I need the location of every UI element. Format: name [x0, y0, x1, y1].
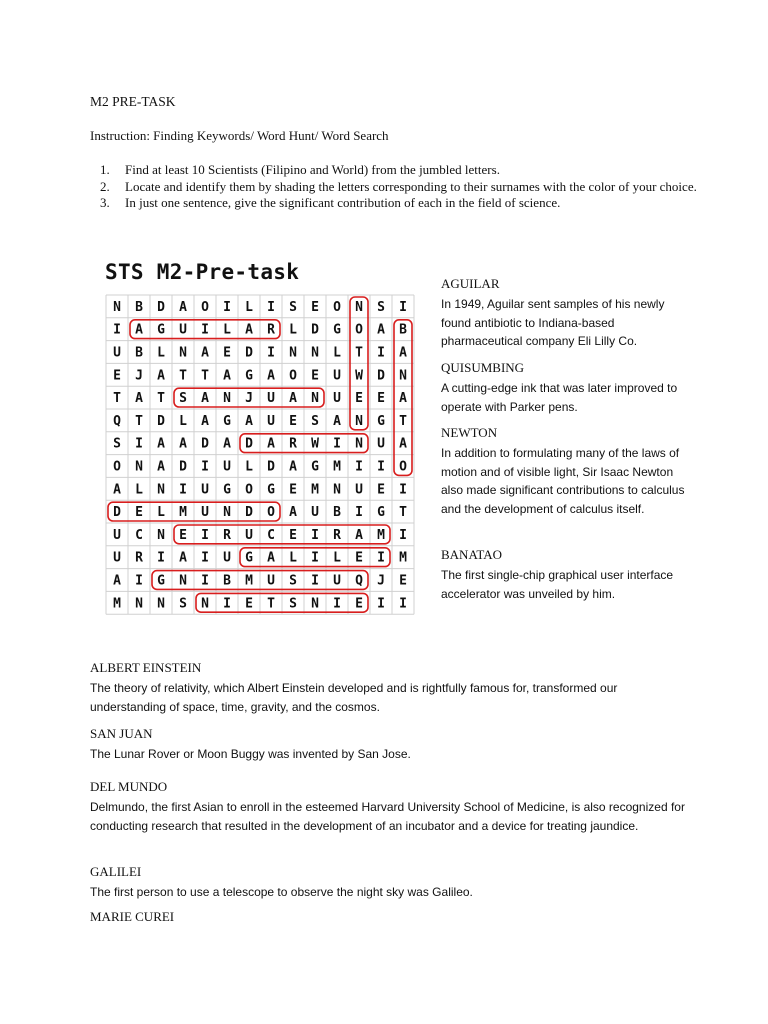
- grid-letter: I: [113, 322, 121, 338]
- grid-letter: D: [377, 368, 385, 384]
- grid-letter: R: [135, 550, 143, 566]
- grid-letter: U: [333, 368, 341, 384]
- grid-letter: Q: [113, 413, 121, 429]
- grid-letter: A: [201, 413, 209, 429]
- entry-heading: MARIE CUREI: [90, 909, 175, 924]
- puzzle-title: STS M2-Pre-task: [105, 260, 300, 284]
- grid-letter: A: [157, 368, 165, 384]
- grid-letter: G: [245, 550, 253, 566]
- grid-letter: S: [179, 596, 187, 612]
- grid-letter: U: [201, 505, 209, 521]
- grid-letter: O: [267, 505, 275, 521]
- entry-galilei: [90, 864, 690, 902]
- grid-letter: L: [157, 345, 165, 361]
- entry-san-juan: [90, 726, 690, 764]
- grid-letter: G: [333, 322, 341, 338]
- grid-letter: T: [201, 368, 209, 384]
- grid-letter: D: [113, 505, 121, 521]
- entry-heading: NEWTON: [441, 425, 498, 440]
- grid-letter: L: [289, 322, 297, 338]
- grid-letter: D: [179, 459, 187, 475]
- grid-letter: A: [179, 436, 187, 452]
- grid-letter: O: [355, 322, 363, 338]
- grid-letter: U: [113, 550, 121, 566]
- grid-letter: E: [289, 482, 297, 498]
- grid-letter: I: [355, 459, 363, 475]
- grid-letter: A: [201, 345, 209, 361]
- grid-letter: B: [333, 505, 341, 521]
- grid-letter: E: [289, 413, 297, 429]
- instruction-steps: [90, 162, 700, 212]
- grid-letter: N: [311, 596, 319, 612]
- grid-letter: E: [377, 391, 385, 407]
- grid-letter: E: [377, 482, 385, 498]
- grid-letter: A: [135, 391, 143, 407]
- grid-letter: G: [377, 413, 385, 429]
- entry-heading: ALBERT EINSTEIN: [90, 660, 202, 675]
- grid-letter: I: [399, 299, 407, 315]
- grid-letter: A: [399, 436, 407, 452]
- grid-letter: G: [157, 573, 165, 589]
- grid-letter: E: [311, 368, 319, 384]
- grid-letter: R: [223, 527, 231, 543]
- grid-letter: B: [135, 345, 143, 361]
- grid-letter: A: [289, 459, 297, 475]
- grid-letter: T: [355, 345, 363, 361]
- grid-letter: U: [179, 322, 187, 338]
- document-title: M2 PRE-TASK: [90, 94, 176, 109]
- grid-letter: A: [267, 368, 275, 384]
- grid-letter: L: [333, 345, 341, 361]
- entry-text: A cutting-edge ink that was later improved to operate with Parker pens.: [441, 381, 678, 414]
- entry-marie-curie: [90, 909, 690, 928]
- grid-letter: D: [267, 459, 275, 475]
- grid-letter: L: [179, 413, 187, 429]
- grid-letter: M: [179, 505, 187, 521]
- grid-letter: I: [311, 573, 319, 589]
- grid-letter: I: [333, 436, 341, 452]
- grid-letter: O: [113, 459, 121, 475]
- grid-letter: A: [245, 413, 253, 429]
- grid-letter: N: [311, 345, 319, 361]
- grid-letter: B: [223, 573, 231, 589]
- grid-letter: U: [333, 573, 341, 589]
- grid-letter: A: [399, 345, 407, 361]
- grid-letter: N: [355, 413, 363, 429]
- grid-letter: D: [245, 505, 253, 521]
- grid-letter: G: [311, 459, 319, 475]
- grid-letter: I: [135, 573, 143, 589]
- grid-letter: U: [355, 482, 363, 498]
- grid-letter: A: [157, 436, 165, 452]
- grid-letter: M: [311, 482, 319, 498]
- grid-letter: N: [399, 368, 407, 384]
- grid-letter: A: [223, 368, 231, 384]
- grid-letter: G: [223, 482, 231, 498]
- grid-letter: O: [399, 459, 407, 475]
- entry-text: In addition to formulating many of the laws of motion and of visible light, Sir Isaac Newton also made significant contributions to calculus and the development of calculus itself.: [441, 446, 685, 516]
- grid-letter: I: [311, 550, 319, 566]
- grid-letter: U: [267, 573, 275, 589]
- grid-letter: N: [157, 527, 165, 543]
- grid-letter: A: [135, 322, 143, 338]
- step-number: 1.: [100, 162, 110, 177]
- grid-letter: E: [135, 505, 143, 521]
- grid-letter: D: [157, 299, 165, 315]
- grid-letter: N: [179, 573, 187, 589]
- grid-letter: E: [311, 299, 319, 315]
- grid-letter: S: [113, 436, 121, 452]
- grid-letter: M: [113, 596, 121, 612]
- grid-letter: U: [267, 413, 275, 429]
- grid-letter: I: [201, 550, 209, 566]
- grid-letter: A: [289, 391, 297, 407]
- grid-letter: J: [245, 391, 253, 407]
- grid-letter: S: [377, 299, 385, 315]
- entry-quisumbing: [441, 360, 691, 416]
- entry-heading: BANATAO: [441, 547, 503, 562]
- instruction-text: Instruction: Finding Keywords/ Word Hunt/ Word Search: [90, 128, 389, 143]
- grid-letter: E: [355, 391, 363, 407]
- grid-letter: D: [157, 413, 165, 429]
- step-text: Locate and identify them by shading the letters corresponding to their surnames with the color of your choice.: [125, 178, 697, 194]
- grid-letter: L: [223, 322, 231, 338]
- grid-letter: G: [157, 322, 165, 338]
- entry-text: The first person to use a telescope to observe the night sky was Galileo.: [90, 885, 473, 899]
- grid-letter: L: [289, 550, 297, 566]
- grid-letter: N: [223, 505, 231, 521]
- grid-letter: R: [333, 527, 341, 543]
- grid-letter: O: [201, 299, 209, 315]
- grid-letter: I: [399, 527, 407, 543]
- grid-letter: G: [267, 482, 275, 498]
- step-number: 3.: [100, 195, 110, 210]
- instruction-step: [90, 195, 700, 212]
- grid-letter: I: [157, 550, 165, 566]
- grid-letter: A: [113, 573, 121, 589]
- grid-letter: O: [245, 482, 253, 498]
- grid-letter: C: [135, 527, 143, 543]
- grid-letter: A: [223, 436, 231, 452]
- grid-letter: G: [223, 413, 231, 429]
- grid-letter: A: [399, 391, 407, 407]
- grid-letter: N: [157, 482, 165, 498]
- grid-letter: A: [157, 459, 165, 475]
- grid-letter: T: [267, 596, 275, 612]
- grid-letter: U: [223, 550, 231, 566]
- grid-letter: A: [267, 436, 275, 452]
- grid-letter: I: [179, 482, 187, 498]
- grid-letter: I: [377, 550, 385, 566]
- grid-letter: I: [355, 505, 363, 521]
- grid-letter: I: [377, 459, 385, 475]
- grid-letter: U: [377, 436, 385, 452]
- grid-letter: G: [377, 505, 385, 521]
- grid-letter: I: [399, 596, 407, 612]
- grid-letter: I: [267, 299, 275, 315]
- grid-letter: L: [245, 299, 253, 315]
- grid-letter: M: [399, 550, 407, 566]
- grid-letter: J: [135, 368, 143, 384]
- grid-letter: G: [245, 368, 253, 384]
- grid-letter: D: [311, 322, 319, 338]
- grid-letter: I: [267, 345, 275, 361]
- grid-letter: Q: [355, 573, 363, 589]
- grid-letter: S: [289, 573, 297, 589]
- grid-letter: S: [311, 413, 319, 429]
- entry-heading: GALILEI: [90, 864, 142, 879]
- entry-text: Delmundo, the first Asian to enroll in the esteemed Harvard University School of Medicine, is also recognized for conducting research that resulted in the development of an incubator and a device for treating jaundice.: [90, 800, 685, 833]
- grid-letter: U: [245, 527, 253, 543]
- grid-letter: I: [223, 596, 231, 612]
- grid-letter: L: [157, 505, 165, 521]
- grid-letter: M: [245, 573, 253, 589]
- entry-heading: AGUILAR: [441, 276, 500, 291]
- grid-letter: I: [201, 322, 209, 338]
- entry-banatao: [441, 547, 691, 603]
- entry-aguilar: [441, 276, 691, 351]
- grid-letter: D: [201, 436, 209, 452]
- grid-letter: O: [289, 368, 297, 384]
- grid-letter: U: [223, 459, 231, 475]
- grid-letter: A: [179, 299, 187, 315]
- grid-letter: L: [135, 482, 143, 498]
- grid-letter: S: [289, 299, 297, 315]
- entry-heading: QUISUMBING: [441, 360, 525, 375]
- grid-letter: N: [223, 391, 231, 407]
- grid-letter: N: [201, 596, 209, 612]
- grid-letter: O: [333, 299, 341, 315]
- grid-letter: N: [135, 459, 143, 475]
- grid-letter: J: [377, 573, 385, 589]
- grid-letter: W: [355, 368, 363, 384]
- entry-newton: [441, 425, 691, 518]
- grid-letter: A: [289, 505, 297, 521]
- grid-letter: N: [113, 299, 121, 315]
- entry-text: The Lunar Rover or Moon Buggy was invented by San Jose.: [90, 747, 411, 761]
- grid-letter: E: [223, 345, 231, 361]
- grid-letter: N: [179, 345, 187, 361]
- grid-letter: U: [113, 527, 121, 543]
- grid-letter: U: [267, 391, 275, 407]
- grid-letter: T: [113, 391, 121, 407]
- grid-letter: A: [201, 391, 209, 407]
- grid-letter: T: [399, 413, 407, 429]
- grid-letter: N: [355, 436, 363, 452]
- grid-letter: N: [289, 345, 297, 361]
- step-text: Find at least 10 Scientists (Filipino and World) from the jumbled letters.: [125, 162, 500, 177]
- grid-letter: E: [355, 550, 363, 566]
- entry-text: The first single-chip graphical user interface accelerator was unveiled by him.: [441, 568, 674, 601]
- grid-letter: I: [223, 299, 231, 315]
- grid-letter: U: [201, 482, 209, 498]
- grid-letter: E: [399, 573, 407, 589]
- grid-letter: I: [377, 345, 385, 361]
- step-number: 2.: [100, 178, 110, 194]
- grid-letter: R: [267, 322, 275, 338]
- grid-letter: I: [333, 596, 341, 612]
- grid-letter: A: [377, 322, 385, 338]
- grid-letter: T: [179, 368, 187, 384]
- entry-albert-einstein: [90, 660, 690, 717]
- grid-letter: L: [245, 459, 253, 475]
- grid-letter: M: [333, 459, 341, 475]
- grid-letter: E: [355, 596, 363, 612]
- grid-letter: S: [179, 391, 187, 407]
- grid-letter: U: [113, 345, 121, 361]
- grid-letter: N: [157, 596, 165, 612]
- grid-letter: L: [333, 550, 341, 566]
- grid-letter: A: [245, 322, 253, 338]
- entry-del-mundo: [90, 779, 690, 836]
- grid-letter: B: [399, 322, 407, 338]
- entry-text: In 1949, Aguilar sent samples of his newly found antibiotic to Indiana-based pharmaceutical company Eli Lilly Co.: [441, 297, 665, 348]
- grid-letter: R: [289, 436, 297, 452]
- instruction-step: [90, 179, 700, 196]
- grid-letter: S: [289, 596, 297, 612]
- grid-letter: E: [113, 368, 121, 384]
- step-text: In just one sentence, give the significant contribution of each in the field of science.: [125, 195, 561, 210]
- grid-letter: B: [135, 299, 143, 315]
- grid-letter: D: [245, 436, 253, 452]
- grid-letter: M: [377, 527, 385, 543]
- grid-letter: A: [267, 550, 275, 566]
- instruction-step: [90, 162, 700, 179]
- grid-letter: I: [135, 436, 143, 452]
- grid-letter: E: [179, 527, 187, 543]
- grid-letter: A: [113, 482, 121, 498]
- grid-letter: U: [311, 505, 319, 521]
- entry-heading: SAN JUAN: [90, 726, 153, 741]
- grid-letter: A: [355, 527, 363, 543]
- grid-letter: W: [311, 436, 319, 452]
- grid-letter: U: [333, 391, 341, 407]
- grid-letter: I: [201, 527, 209, 543]
- grid-letter: N: [311, 391, 319, 407]
- grid-letter: T: [157, 391, 165, 407]
- grid-letter: C: [267, 527, 275, 543]
- grid-letter: N: [135, 596, 143, 612]
- grid-letter: I: [201, 459, 209, 475]
- grid-letter: T: [135, 413, 143, 429]
- grid-letter: I: [377, 596, 385, 612]
- grid-letter: I: [311, 527, 319, 543]
- grid-letter: T: [399, 505, 407, 521]
- grid-letter: I: [399, 482, 407, 498]
- grid-letter: N: [355, 299, 363, 315]
- grid-letter: N: [333, 482, 341, 498]
- grid-letter: I: [201, 573, 209, 589]
- grid-letter: E: [289, 527, 297, 543]
- grid-letter: D: [245, 345, 253, 361]
- entry-text: The theory of relativity, which Albert Einstein developed and is rightfully famous for, transformed our understanding of space, time, gravity, and the cosmos.: [90, 681, 618, 714]
- grid-letter: A: [333, 413, 341, 429]
- entry-heading: DEL MUNDO: [90, 779, 168, 794]
- word-search-grid: [105, 294, 417, 616]
- grid-letter: A: [179, 550, 187, 566]
- grid-letter: E: [245, 596, 253, 612]
